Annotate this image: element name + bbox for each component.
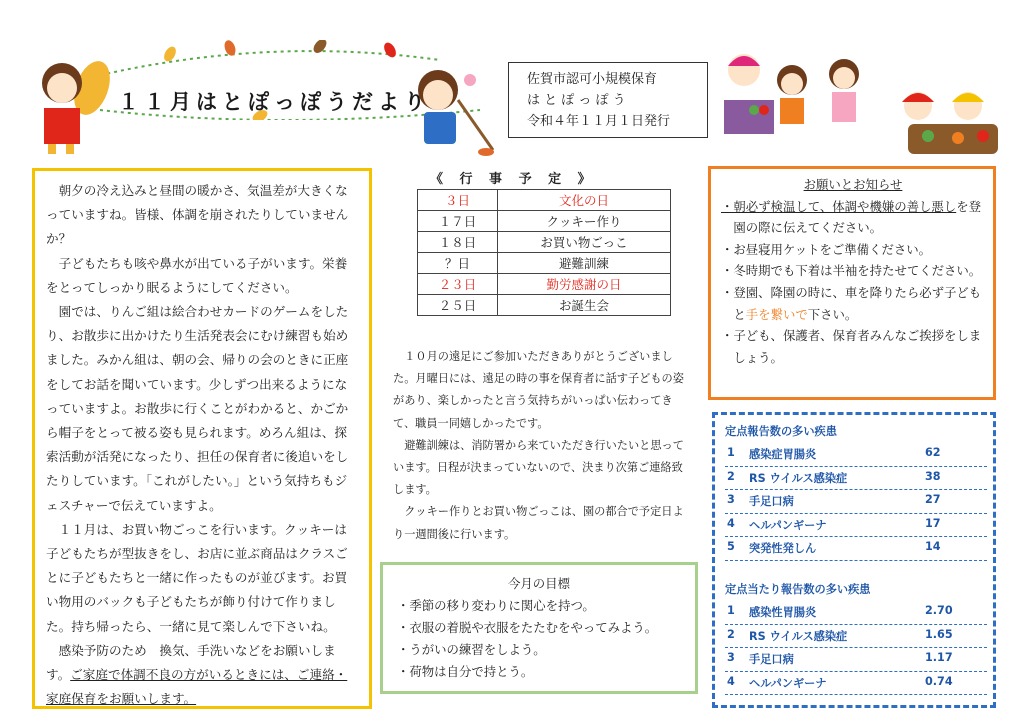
event-date: ３日 bbox=[418, 190, 498, 211]
hand-holding-highlight: 手を繋いで bbox=[745, 306, 808, 322]
intro-message-box bbox=[32, 168, 372, 709]
event-row bbox=[418, 274, 671, 295]
disease-rank: 4 bbox=[727, 674, 735, 688]
disease-rank: 1 bbox=[727, 603, 735, 617]
children-shopping-illustration bbox=[724, 40, 894, 140]
infection-prevention-text: 感染予防のため 換気、手洗いなどをお願いします。 bbox=[46, 642, 336, 683]
request-item: ・お昼寝用ケットをご準備ください。 bbox=[721, 241, 932, 257]
home-care-request-text: ご家庭で体調不良の方がいるときには、ご連絡・家庭保育をお願いします。 bbox=[46, 667, 348, 707]
disease-rank: 2 bbox=[727, 627, 735, 641]
notes-text bbox=[393, 346, 693, 546]
disease-count: 14 bbox=[925, 540, 941, 554]
disease-count: 38 bbox=[925, 469, 941, 483]
disease-count: 27 bbox=[925, 493, 941, 507]
request-item bbox=[721, 196, 985, 239]
disease-name: 手足口病 bbox=[749, 495, 794, 509]
goals-title: 今月の目標 bbox=[508, 576, 570, 591]
goal-item: ・衣服の着脱や衣服をたたむをやってみよう。 bbox=[397, 620, 658, 635]
request-item bbox=[721, 282, 985, 325]
temperature-check-rest: を登園の際に伝えてください。 bbox=[733, 198, 981, 236]
goal-item: ・うがいの練習をしよう。 bbox=[397, 642, 546, 657]
disease-row bbox=[725, 490, 987, 514]
disease-name: RS ウイルス感染症 bbox=[749, 629, 848, 643]
request-item: ・子ども、保護者、保育者みんなご挨拶をしましょう。 bbox=[721, 328, 982, 365]
disease-rank: 3 bbox=[727, 493, 735, 507]
disease-row bbox=[725, 625, 987, 649]
disease-row bbox=[725, 601, 987, 625]
event-name: 避難訓練 bbox=[498, 253, 671, 274]
notes-paragraph: 避難訓練は、消防署から来ていただき行いたいと思っています。日程が決まっていないので、決まり次第ご連絡致します。 bbox=[393, 438, 684, 497]
disease-name: 感染性胃腸炎 bbox=[749, 605, 817, 619]
hand-holding-text: ・登園、降園の時に、車を降りたら必ず子どもと bbox=[721, 284, 982, 322]
monthly-goals-box bbox=[380, 562, 698, 694]
disease-list-2 bbox=[725, 601, 993, 695]
event-row bbox=[418, 211, 671, 232]
event-name: クッキー作り bbox=[498, 211, 671, 232]
disease-name: 手足口病 bbox=[749, 653, 794, 667]
publisher-info-box bbox=[508, 62, 708, 138]
intro-paragraph bbox=[46, 639, 359, 712]
disease-count: 0.74 bbox=[925, 674, 953, 688]
events-title: 《 行 事 予 定 》 bbox=[430, 172, 597, 187]
issue-date: 令和４年１１月１日発行 bbox=[527, 114, 671, 129]
hand-holding-end: 下さい。 bbox=[807, 306, 858, 322]
disease-name: ヘルパンギーナ bbox=[749, 518, 827, 532]
disease-rank: 3 bbox=[727, 651, 735, 665]
event-date: ？日 bbox=[418, 253, 498, 274]
disease-row bbox=[725, 648, 987, 672]
intro-paragraph: １１月は、お買い物ごっこを行います。クッキーは子どもたちが型抜きをし、お店に並ぶ商品はクラスごとに子どもたちと一緒に作ったものが並びます。お買い物用のバックも子どもたちが飾り付けて作りました。持ち帰ったら、一緒に見て楽しんで下さいね。 bbox=[46, 521, 348, 634]
event-date: １８日 bbox=[418, 232, 498, 253]
temperature-check-text: ・朝必ず検温して、体調や機嫌の善し悪し bbox=[721, 198, 957, 214]
event-name: お買い物ごっこ bbox=[498, 232, 671, 253]
disease-report-box bbox=[712, 412, 996, 708]
disease-list-2-title: 定点当たり報告数の多い疾患 bbox=[725, 582, 871, 596]
requests-notice-box bbox=[708, 166, 996, 400]
disease-list-1 bbox=[725, 443, 993, 561]
organization-name: 佐賀市認可小規模保育 bbox=[527, 72, 658, 87]
event-name: お誕生会 bbox=[498, 295, 671, 316]
disease-list-1-title: 定点報告数の多い疾患 bbox=[725, 425, 837, 438]
event-name: 文化の日 bbox=[498, 190, 671, 211]
nursery-name: は と ぽ っ ぽ う bbox=[527, 93, 626, 108]
disease-rank: 2 bbox=[727, 469, 735, 483]
disease-count: 1.65 bbox=[925, 627, 953, 641]
disease-count: 1.17 bbox=[925, 651, 953, 665]
event-row bbox=[418, 232, 671, 253]
disease-row bbox=[725, 537, 987, 561]
disease-rank: 5 bbox=[727, 540, 735, 554]
disease-count: 62 bbox=[925, 446, 941, 459]
intro-paragraph: 園では、りんご組は絵合わせカードのゲームをしたり、お散歩に出かけたり生活発表会にむけ練習も始めました。みかん組は、朝の会、帰りの会のときに正座をしてお話を聞いています。少しずつ出来るようになっていますよ。お散歩に行くことがわかると、かごから帽子をとって被る姿も見られます。めろん組は、探索活動が活発になったり、担任の保育者に後追いをしたりしています。「これがしたい。」という気持ちもジェスチャーで伝えていますよ。 bbox=[46, 304, 349, 513]
disease-name: RS ウイルス感染症 bbox=[749, 471, 848, 485]
goal-item: ・季節の移り変わりに関心を持つ。 bbox=[397, 598, 595, 613]
event-date: １７日 bbox=[418, 211, 498, 232]
intro-paragraph: 朝夕の冷え込みと昼間の暖かさ、気温差が大きくなっていますね。皆様、体調を崩されたりしていませんか？ bbox=[46, 183, 349, 247]
notes-paragraph: １０月の遠足にご参加いただきありがとうございました。月曜日には、遠足の時の事を保育者に話す子どもの姿があり、楽しかったと言う気持ちがいっぱい伝わってきて、職員一同嬉しかったです。 bbox=[393, 350, 684, 430]
disease-name: 突発性発しん bbox=[749, 542, 817, 556]
disease-name: 感染症胃腸炎 bbox=[749, 448, 817, 461]
disease-row bbox=[725, 467, 987, 491]
event-date: ２３日 bbox=[418, 274, 498, 295]
newsletter-title: １１月はとぽっぽうだより bbox=[118, 89, 430, 114]
girl-holding-leaf-illustration bbox=[30, 48, 110, 158]
disease-count: 17 bbox=[925, 516, 941, 530]
disease-count: 2.70 bbox=[925, 603, 953, 617]
request-item: ・冬時期でも下着は半袖を持たせてください。 bbox=[721, 263, 982, 279]
intro-paragraph: 子どもたちも咳や鼻水が出ている子がいます。栄養をとってしっかり眠るようにしてください。 bbox=[46, 255, 348, 295]
disease-row bbox=[725, 443, 987, 467]
disease-row bbox=[725, 514, 987, 538]
disease-name: ヘルパンギーナ bbox=[749, 676, 827, 690]
event-row bbox=[418, 190, 671, 211]
notes-paragraph: クッキー作りとお買い物ごっこは、園の都合で予定日より一週間後に行います。 bbox=[393, 505, 684, 541]
events-table bbox=[417, 189, 671, 316]
event-date: ２５日 bbox=[418, 295, 498, 316]
disease-rank: 1 bbox=[727, 446, 735, 459]
requests-title: お願いとお知らせ bbox=[803, 177, 903, 192]
disease-rank: 4 bbox=[727, 516, 735, 530]
event-row bbox=[418, 295, 671, 316]
disease-row bbox=[725, 672, 987, 696]
children-vegetables-illustration bbox=[888, 84, 1020, 160]
goal-item: ・荷物は自分で持とう。 bbox=[397, 664, 534, 679]
event-name: 勤労感謝の日 bbox=[498, 274, 671, 295]
event-row bbox=[418, 253, 671, 274]
